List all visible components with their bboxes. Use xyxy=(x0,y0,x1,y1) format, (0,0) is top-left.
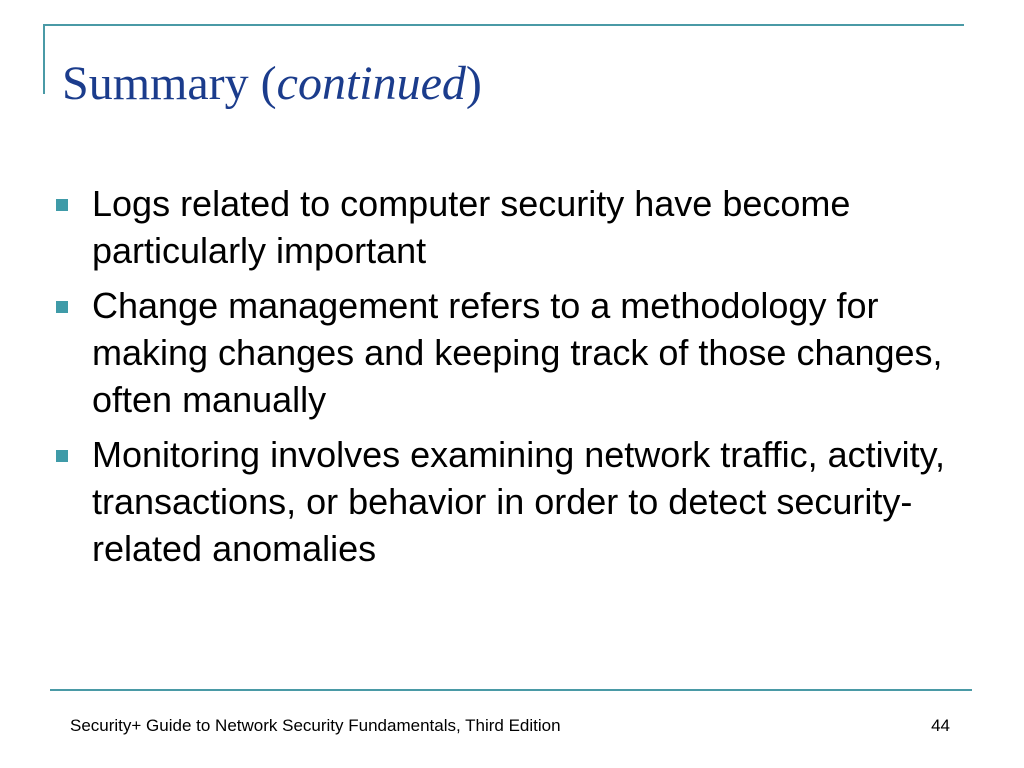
square-bullet-icon xyxy=(56,450,68,462)
bullet-item xyxy=(56,180,986,274)
square-bullet-icon xyxy=(56,199,68,211)
slide-title xyxy=(62,56,482,111)
bullet-text: Monitoring involves examining network traffic, activity, transactions, or behavior in order to detect security-related anomalies xyxy=(92,434,946,569)
title-italic: continued xyxy=(276,57,466,110)
bullet-text: Logs related to computer security have become particularly important xyxy=(92,183,851,271)
bullet-item xyxy=(56,431,986,572)
top-border-line xyxy=(43,24,964,26)
square-bullet-icon xyxy=(56,301,68,313)
page-number: 44 xyxy=(931,716,950,735)
title-close: ) xyxy=(465,57,482,110)
bullet-list xyxy=(56,180,986,580)
footer-text: Security+ Guide to Network Security Fundamentals, Third Edition xyxy=(70,716,561,735)
bullet-text: Change management refers to a methodology for making changes and keeping track of those changes, often manually xyxy=(92,285,943,420)
bullet-item xyxy=(56,282,986,423)
title-main: Summary ( xyxy=(62,57,277,110)
left-border-line xyxy=(43,24,45,94)
bottom-border-line xyxy=(50,689,972,691)
